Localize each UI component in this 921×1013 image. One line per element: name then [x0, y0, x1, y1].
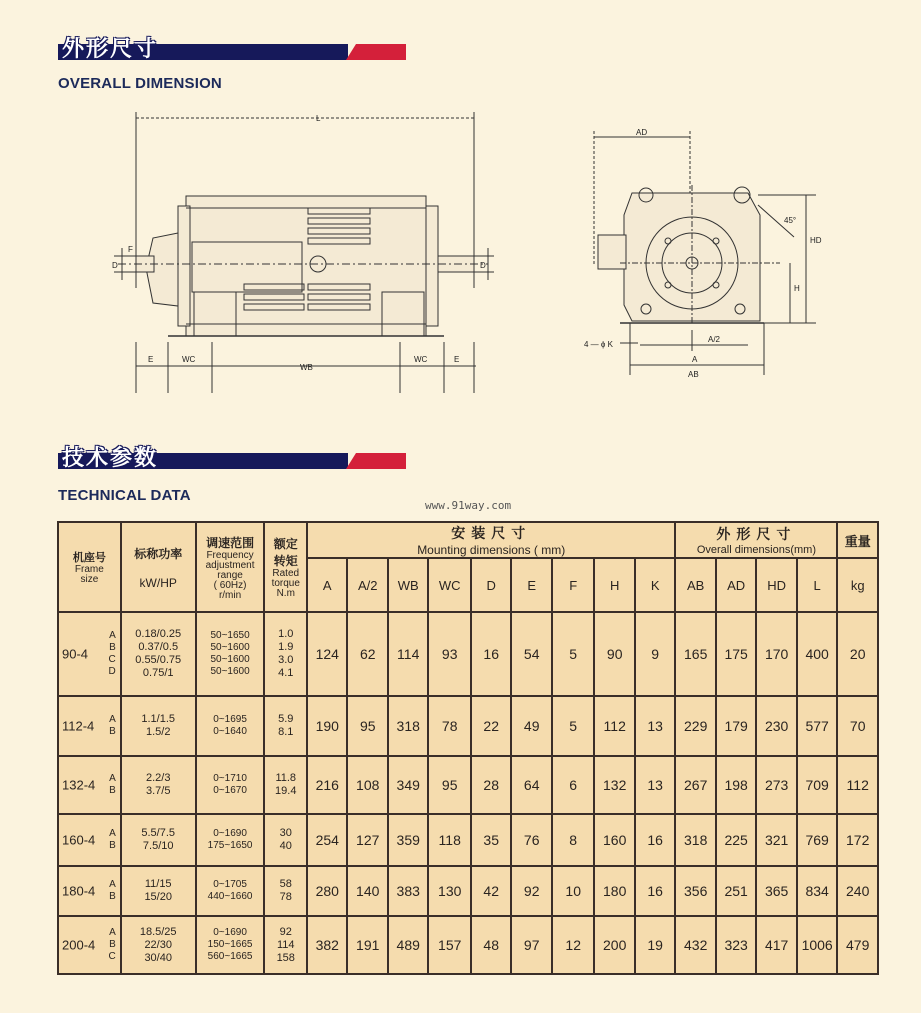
- cell-f: 5: [552, 696, 595, 756]
- variant-letters: [109, 927, 116, 963]
- section-title-dimension-cn: 外形尺寸: [62, 37, 159, 62]
- variant-letters: [109, 630, 116, 678]
- dim-label-WC-right: WC: [414, 355, 428, 364]
- speed-value: 0~1710: [213, 773, 247, 784]
- power-value: 7.5/10: [142, 840, 174, 852]
- cell-hd: 417: [756, 916, 796, 974]
- dim-label-AD: AD: [636, 128, 648, 137]
- cell-kg: 70: [837, 696, 878, 756]
- speed-value: 0~1670: [213, 785, 247, 796]
- subheader-AD: AD: [716, 558, 756, 612]
- speed-value: 0~1690: [213, 828, 247, 839]
- cell-f: 10: [552, 866, 595, 916]
- dim-label-AB: AB: [688, 370, 699, 379]
- subheader-L: L: [797, 558, 838, 612]
- subheader-E: E: [511, 558, 551, 612]
- cell-ad: 323: [716, 916, 756, 974]
- header-weight: 重量: [837, 522, 878, 558]
- torque-value: 114: [276, 938, 295, 951]
- cell-speed: [196, 866, 265, 916]
- variant-letter: A: [109, 879, 116, 890]
- table-row: [58, 916, 878, 974]
- cell-ab: 165: [675, 612, 715, 696]
- cell-hd: 321: [756, 814, 796, 866]
- variant-letters: [109, 879, 116, 903]
- speed-value: 0~1640: [213, 726, 247, 737]
- cell-ab: 356: [675, 866, 715, 916]
- cell-power: [121, 866, 196, 916]
- variant-letter: B: [109, 642, 116, 653]
- dim-label-A: A: [692, 355, 698, 364]
- power-value: 11/15: [144, 878, 172, 890]
- cell-l: 400: [797, 612, 838, 696]
- cell-hd: 273: [756, 756, 796, 814]
- torque-value: 11.8: [275, 772, 297, 784]
- cell-a: 124: [307, 612, 347, 696]
- speed-value: 440~1660: [207, 891, 253, 902]
- speed-value: 175~1650: [207, 840, 253, 851]
- speed-value: 50~1600: [210, 642, 250, 653]
- power-value: 18.5/25: [139, 925, 177, 938]
- power-value: 0.75/1: [142, 667, 174, 679]
- table-row: [58, 756, 878, 814]
- torque-value: 3.0: [278, 654, 294, 666]
- power-value: 1.1/1.5: [141, 713, 176, 725]
- cell-a2: 95: [347, 696, 387, 756]
- header-mounting: 安装尺寸 Mounting dimensions ( mm): [307, 522, 675, 558]
- cell-wc: 93: [428, 612, 471, 696]
- cell-speed: [196, 696, 265, 756]
- cell-hd: 365: [756, 866, 796, 916]
- cell-wc: 95: [428, 756, 471, 814]
- variant-letter: A: [109, 828, 116, 839]
- variant-letter: D: [108, 666, 116, 677]
- cell-h: 132: [594, 756, 634, 814]
- cell-kg: 479: [837, 916, 878, 974]
- cell-ab: 267: [675, 756, 715, 814]
- cell-k: 13: [635, 696, 676, 756]
- dim-label-E-left: E: [148, 355, 154, 364]
- speed-value: 0~1690: [213, 927, 247, 938]
- cell-ad: 251: [716, 866, 756, 916]
- frame-size-label: 132-4: [62, 777, 96, 793]
- cell-power: [121, 756, 196, 814]
- frame-size-label: 200-4: [62, 937, 96, 953]
- dim-label-angle: 45°: [784, 216, 797, 225]
- cell-hd: 230: [756, 696, 796, 756]
- cell-d: 22: [471, 696, 511, 756]
- cell-d: 35: [471, 814, 511, 866]
- cell-wb: 383: [388, 866, 428, 916]
- torque-value: 40: [279, 840, 292, 852]
- cell-ad: 175: [716, 612, 756, 696]
- cell-torque: [264, 916, 307, 974]
- torque-value: 58: [279, 878, 292, 890]
- subheader-H: H: [594, 558, 634, 612]
- power-value: 15/20: [144, 891, 172, 903]
- cell-frame: [58, 756, 121, 814]
- power-value: 2.2/3: [145, 772, 171, 784]
- dim-label-H: H: [794, 284, 800, 293]
- dim-label-WC-left: WC: [182, 355, 196, 364]
- cell-l: 709: [797, 756, 838, 814]
- header-overall: 外形尺寸 Overall dimensions(mm): [675, 522, 837, 558]
- cell-a2: 108: [347, 756, 387, 814]
- cell-speed: [196, 756, 265, 814]
- cell-d: 42: [471, 866, 511, 916]
- variant-letters: [109, 828, 116, 852]
- torque-value: 92: [279, 925, 292, 938]
- cell-power: [121, 612, 196, 696]
- frame-size-label: 160-4: [62, 832, 96, 848]
- cell-torque: [264, 814, 307, 866]
- table-row: [58, 696, 878, 756]
- header-frame: 机座号 Frame size: [58, 522, 121, 612]
- subheader-F: F: [552, 558, 595, 612]
- cell-ad: 225: [716, 814, 756, 866]
- power-value: 0.37/0.5: [138, 641, 179, 653]
- variant-letter: B: [109, 785, 116, 796]
- torque-value: 1.9: [278, 641, 294, 653]
- variant-letters: [109, 714, 116, 738]
- cell-e: 54: [511, 612, 551, 696]
- cell-l: 1006: [797, 916, 838, 974]
- cell-a2: 127: [347, 814, 387, 866]
- dim-label-D-left: D: [112, 261, 118, 270]
- subheader-WC: WC: [428, 558, 471, 612]
- subheader-K: K: [635, 558, 676, 612]
- cell-a: 216: [307, 756, 347, 814]
- power-value: 0.18/0.25: [135, 628, 182, 640]
- cell-wb: 114: [388, 612, 428, 696]
- cell-f: 8: [552, 814, 595, 866]
- cell-wb: 359: [388, 814, 428, 866]
- cell-e: 49: [511, 696, 551, 756]
- cell-k: 19: [635, 916, 676, 974]
- technical-data-table: [57, 521, 879, 975]
- cell-k: 16: [635, 866, 676, 916]
- variant-letter: A: [109, 927, 116, 938]
- cell-f: 5: [552, 612, 595, 696]
- cell-f: 12: [552, 916, 595, 974]
- variant-letters: [109, 773, 116, 797]
- speed-value: 50~1600: [210, 666, 250, 677]
- cell-torque: [264, 696, 307, 756]
- cell-a2: 62: [347, 612, 387, 696]
- dim-label-F: F: [128, 245, 133, 254]
- cell-l: 769: [797, 814, 838, 866]
- variant-letter: A: [109, 714, 116, 725]
- cell-speed: [196, 814, 265, 866]
- cell-torque: [264, 756, 307, 814]
- cell-kg: 20: [837, 612, 878, 696]
- front-view-drawing: [580, 125, 825, 380]
- dim-label-WB: WB: [300, 363, 313, 372]
- dim-label-K: 4 — ϕ K: [584, 340, 613, 349]
- variant-letter: B: [109, 726, 116, 737]
- torque-value: 1.0: [278, 628, 294, 640]
- cell-power: [121, 916, 196, 974]
- cell-h: 160: [594, 814, 634, 866]
- power-value: 0.55/0.75: [135, 654, 182, 666]
- speed-value: 50~1650: [210, 630, 250, 641]
- cell-wc: 78: [428, 696, 471, 756]
- table-row: [58, 612, 878, 696]
- cell-e: 64: [511, 756, 551, 814]
- power-value: 5.5/7.5: [141, 827, 176, 839]
- section-title-technical-cn: 技术参数: [62, 446, 159, 471]
- subheader-WB: WB: [388, 558, 428, 612]
- cell-speed: [196, 916, 265, 974]
- watermark: www.91way.com: [425, 499, 512, 512]
- dim-label-D-right: D: [480, 261, 486, 270]
- cell-wc: 118: [428, 814, 471, 866]
- cell-k: 13: [635, 756, 676, 814]
- cell-wc: 157: [428, 916, 471, 974]
- cell-frame: [58, 612, 121, 696]
- cell-ab: 432: [675, 916, 715, 974]
- variant-letter: C: [108, 654, 116, 665]
- cell-e: 97: [511, 916, 551, 974]
- table-row: [58, 814, 878, 866]
- cell-l: 834: [797, 866, 838, 916]
- cell-h: 112: [594, 696, 634, 756]
- cell-power: [121, 814, 196, 866]
- side-view-drawing: [108, 108, 498, 393]
- torque-value: 19.4: [275, 785, 297, 797]
- speed-value: 560~1665: [207, 951, 253, 962]
- cell-a2: 140: [347, 866, 387, 916]
- power-value: 1.5/2: [145, 726, 171, 738]
- cell-a: 254: [307, 814, 347, 866]
- power-value: 22/30: [144, 938, 172, 951]
- cell-h: 200: [594, 916, 634, 974]
- dim-label-E-right: E: [454, 355, 460, 364]
- speed-value: 0~1705: [213, 879, 247, 890]
- subheader-kg: kg: [837, 558, 878, 612]
- table-row: [58, 866, 878, 916]
- dim-label-HD: HD: [810, 236, 822, 245]
- section-title-dimension-en: OVERALL DIMENSION: [58, 75, 222, 92]
- torque-value: 5.9: [278, 713, 294, 725]
- cell-frame: [58, 696, 121, 756]
- speed-value: 150~1665: [207, 939, 253, 950]
- subheader-A2: A/2: [347, 558, 387, 612]
- cell-d: 48: [471, 916, 511, 974]
- variant-letter: B: [109, 840, 116, 851]
- torque-value: 158: [276, 951, 295, 964]
- cell-d: 28: [471, 756, 511, 814]
- cell-torque: [264, 612, 307, 696]
- header-torque: 额定 转矩 Rated torque N.m: [264, 522, 307, 612]
- variant-letter: A: [109, 773, 116, 784]
- cell-wb: 489: [388, 916, 428, 974]
- cell-ab: 229: [675, 696, 715, 756]
- speed-value: 0~1695: [213, 714, 247, 725]
- speed-value: 50~1600: [210, 654, 250, 665]
- header-power: 标称功率 kW/HP: [121, 522, 196, 612]
- cell-l: 577: [797, 696, 838, 756]
- dim-label-L: L: [316, 114, 321, 123]
- cell-hd: 170: [756, 612, 796, 696]
- cell-wc: 130: [428, 866, 471, 916]
- cell-d: 16: [471, 612, 511, 696]
- subheader-D: D: [471, 558, 511, 612]
- cell-k: 16: [635, 814, 676, 866]
- cell-ab: 318: [675, 814, 715, 866]
- variant-letter: A: [109, 630, 116, 641]
- power-value: 3.7/5: [145, 785, 171, 797]
- torque-value: 30: [279, 827, 292, 839]
- cell-a: 190: [307, 696, 347, 756]
- cell-torque: [264, 866, 307, 916]
- frame-size-label: 180-4: [62, 883, 96, 899]
- cell-speed: [196, 612, 265, 696]
- cell-h: 180: [594, 866, 634, 916]
- cell-frame: [58, 866, 121, 916]
- cell-a: 382: [307, 916, 347, 974]
- section-title-technical-en: TECHNICAL DATA: [58, 487, 191, 504]
- torque-value: 4.1: [278, 667, 294, 679]
- cell-e: 76: [511, 814, 551, 866]
- cell-kg: 240: [837, 866, 878, 916]
- cell-kg: 172: [837, 814, 878, 866]
- cell-f: 6: [552, 756, 595, 814]
- variant-letter: B: [109, 891, 116, 902]
- cell-kg: 112: [837, 756, 878, 814]
- torque-value: 78: [279, 891, 292, 903]
- cell-ad: 198: [716, 756, 756, 814]
- variant-letter: C: [108, 951, 116, 962]
- header-speed: 调速范围 Frequency adjustment range ( 60Hz) r/min: [196, 522, 265, 612]
- subheader-HD: HD: [756, 558, 796, 612]
- variant-letter: B: [109, 939, 116, 950]
- dim-label-A2: A/2: [708, 335, 721, 344]
- cell-wb: 349: [388, 756, 428, 814]
- cell-k: 9: [635, 612, 676, 696]
- subheader-A: A: [307, 558, 347, 612]
- frame-size-label: 90-4: [62, 646, 89, 662]
- cell-a: 280: [307, 866, 347, 916]
- cell-ad: 179: [716, 696, 756, 756]
- cell-h: 90: [594, 612, 634, 696]
- cell-frame: [58, 916, 121, 974]
- cell-frame: [58, 814, 121, 866]
- cell-wb: 318: [388, 696, 428, 756]
- cell-e: 92: [511, 866, 551, 916]
- torque-value: 8.1: [278, 726, 294, 738]
- frame-size-label: 112-4: [62, 718, 95, 734]
- subheader-AB: AB: [675, 558, 715, 612]
- cell-power: [121, 696, 196, 756]
- power-value: 30/40: [144, 951, 172, 964]
- cell-a2: 191: [347, 916, 387, 974]
